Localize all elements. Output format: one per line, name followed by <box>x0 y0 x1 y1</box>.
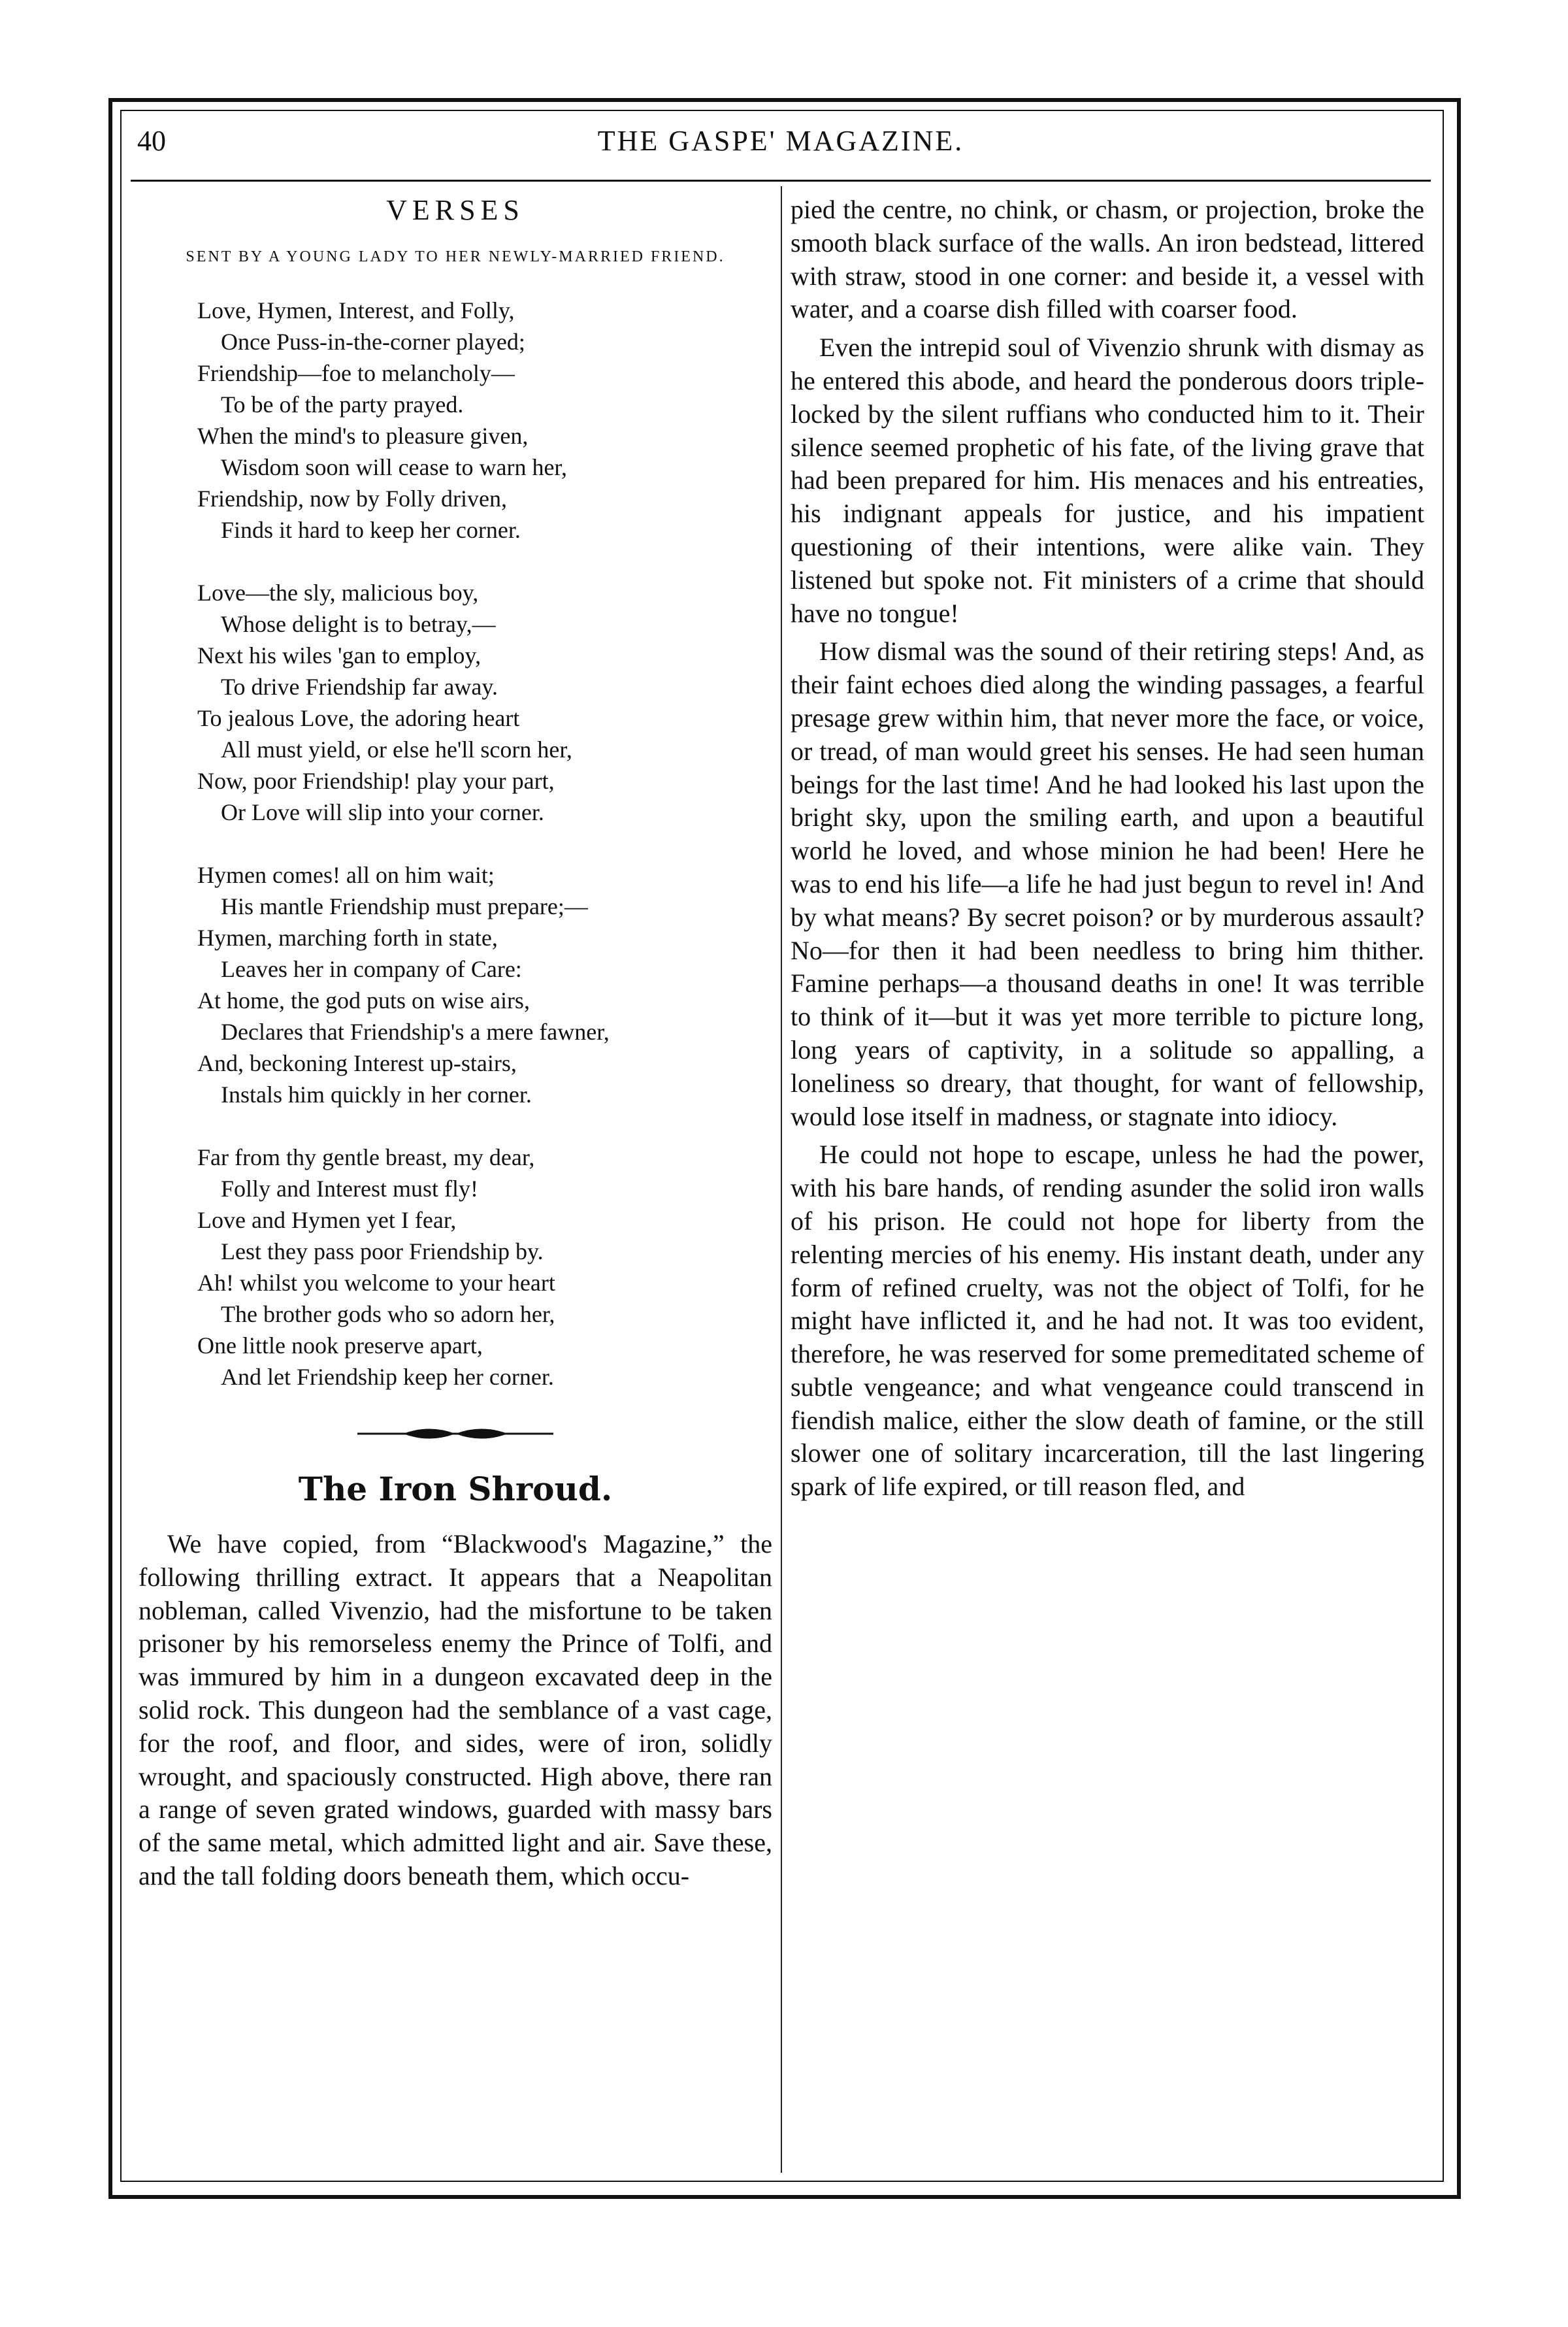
poem-line: To jealous Love, the adoring heart <box>197 705 520 731</box>
poem-line: To drive Friendship far away. <box>221 674 498 700</box>
right-column <box>791 193 1424 1509</box>
story-title: The Iron Shroud. <box>298 1470 613 1508</box>
story-text-left <box>139 1528 772 1893</box>
poem-line: Love and Hymen yet I fear, <box>197 1207 457 1233</box>
poem-line: Lest they pass poor Friendship by. <box>221 1238 544 1264</box>
poem-line: And let Friendship keep her corner. <box>221 1364 554 1390</box>
column-divider <box>781 186 782 2173</box>
poem-line: All must yield, or else he'll scorn her, <box>221 736 572 763</box>
poem-line: His mantle Friendship must prepare;— <box>221 893 588 919</box>
poem-line: Finds it hard to keep her corner. <box>221 517 521 543</box>
poem-line: Next his wiles 'gan to employ, <box>197 642 482 668</box>
poem-line: Once Puss-in-the-corner played; <box>221 329 525 355</box>
story-text-right <box>791 193 1424 1504</box>
poem-line: Whose delight is to betray,— <box>221 611 496 637</box>
poem-line: Far from thy gentle breast, my dear, <box>197 1144 535 1170</box>
poem-line: To be of the party prayed. <box>221 391 464 418</box>
poem-line: Friendship—foe to melancholy— <box>197 360 515 386</box>
poem-line: Now, poor Friendship! play your part, <box>197 768 555 794</box>
poem-line: Instals him quickly in her corner. <box>221 1081 532 1108</box>
page-header <box>131 115 1431 174</box>
poem-line: Declares that Friendship's a mere fawner, <box>221 1019 610 1045</box>
poem-stanza <box>197 1142 772 1393</box>
story-paragraph: He could not hope to escape, unless he had the power, with his bare hands, of rending asunder the solid iron walls of his prison. He could not hope for liberty from the relenting mercies of his enemy. His instant death, under any form of refined cruelty, was not the object of Tolfi, for he might have inflicted it, and he had not. It was too evident, therefore, he was reserved for some premeditated scheme of subtle vengeance; and what vengeance could transcend in fiendish malice, either the slow death of famine, or the still slower one of solitary incarceration, till the last lingering spark of life expired, or till reason fled, and <box>791 1140 1424 1502</box>
poem-line: Friendship, now by Folly driven, <box>197 486 507 512</box>
poem-line: Folly and Interest must fly! <box>221 1176 478 1202</box>
poem-body <box>139 295 772 1393</box>
poem-line: Love—the sly, malicious boy, <box>197 580 479 606</box>
poem-subtitle: SENT BY A YOUNG LADY TO HER NEWLY-MARRIED FRIEND. <box>186 248 725 265</box>
poem-line: At home, the god puts on wise airs, <box>197 987 530 1014</box>
poem-line: When the mind's to pleasure given, <box>197 423 529 449</box>
header-rule <box>131 180 1431 182</box>
ornament-divider-icon <box>357 1424 553 1444</box>
story-paragraph: pied the centre, no chink, or chasm, or projection, broke the smooth black surface of the walls. An iron bedstead, littered with straw, stood in one corner: and beside it, a vessel with water, and a coarse dish filled with coarser food. <box>791 195 1424 324</box>
story-paragraph: Even the intrepid soul of Vivenzio shrunk with dismay as he entered this abode, and heard the ponderous doors triple-locked by the silent ruffians who conducted him to it. Their silence seemed prophetic of his fate, of the living grave that had been prepared for him. His menaces and his entreaties, his indignant appeals for justice, and his impatient questioning of their intentions, were alike vain. They listened but spoke not. Fit ministers of a crime that should have no tongue! <box>791 333 1424 628</box>
poem-line: The brother gods who so adorn her, <box>221 1301 555 1327</box>
poem-stanza <box>197 859 772 1110</box>
poem-stanza <box>197 295 772 546</box>
poem-line: Hymen, marching forth in state, <box>197 925 498 951</box>
poem-title: VERSES <box>386 194 525 226</box>
story-paragraph: We have copied, from “Blackwood's Magazine,” the following thrilling extract. It appears that a Neapolitan nobleman, called Vivenzio, had the misfortune to be taken prisoner by his remorseless enemy the Prince of Tolfi, and was immured by him in a dungeon excavated deep in the solid rock. This dungeon had the semblance of a vast cage, for the roof, and floor, and sides, were of iron, solidly wrought, and spaciously constructed. High above, there ran a range of seven grated windows, guarded with massy bars of the same metal, which admitted light and air. Save these, and the tall folding doors beneath them, which occu- <box>139 1529 772 1890</box>
poem-line: Ah! whilst you welcome to your heart <box>197 1270 555 1296</box>
poem-stanza <box>197 577 772 828</box>
page-number: 40 <box>137 125 166 157</box>
poem-line: Hymen comes! all on him wait; <box>197 862 495 888</box>
running-title: THE GASPE' MAGAZINE. <box>597 125 964 157</box>
left-column <box>139 193 772 1898</box>
poem-line: One little nook preserve apart, <box>197 1332 483 1359</box>
story-paragraph: How dismal was the sound of their retiring steps! And, as their faint echoes died along the winding passages, a fearful presage grew within him, that never more the face, or voice, or tread, of man would greet his senses. He had seen human beings for the last time! And he had looked his last upon the bright sky, upon the smiling earth, and upon a beautiful world he loved, and whose minion he had been! Here he was to end his life—a life he had just begun to revel in! And by what means? By secret poison? or by murderous assault? No—for then it had been needless to bring him thither. Famine perhaps—a thousand deaths in one! It was terrible to think of it—but it was yet more terrible to picture long, long years of captivity, in a solitude so appalling, a loneliness so dreary, that thought, for want of fellowship, would lose itself in madness, or stagnate into idiocy. <box>791 636 1424 1131</box>
poem-line: Leaves her in company of Care: <box>221 956 522 982</box>
poem-line: Or Love will slip into your corner. <box>221 799 544 825</box>
poem-line: Love, Hymen, Interest, and Folly, <box>197 297 515 323</box>
poem-line: Wisdom soon will cease to warn her, <box>221 454 567 480</box>
poem-line: And, beckoning Interest up-stairs, <box>197 1050 517 1076</box>
